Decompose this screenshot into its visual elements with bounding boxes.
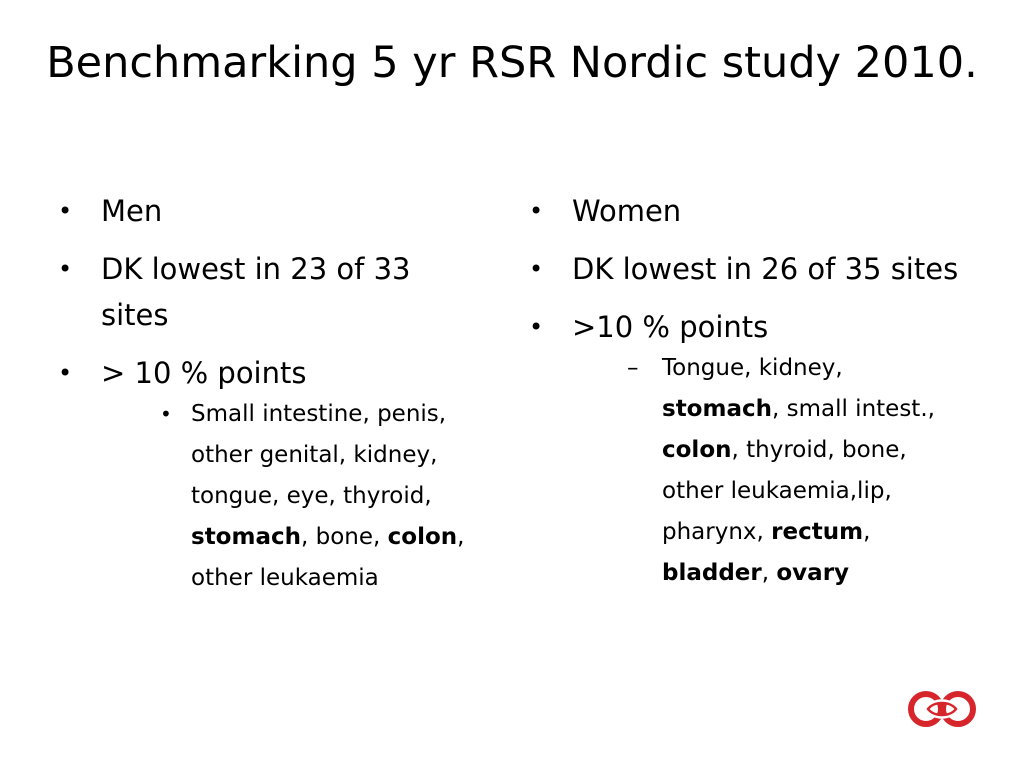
sub-item-bold: stomach <box>191 524 301 550</box>
sub-item-text: , <box>761 560 777 586</box>
sub-item-bold: stomach <box>662 396 772 422</box>
sub-item-bold: colon <box>662 437 732 463</box>
list-item <box>527 304 967 594</box>
sub-item-bold: colon <box>387 524 458 550</box>
sub-item-bold: ovary <box>776 560 850 586</box>
sub-item-text: , small intest., <box>771 396 935 422</box>
list-item-text: DK lowest in 26 of 35 sites <box>572 252 959 286</box>
list-item-text: >10 % points <box>572 310 769 344</box>
sub-list-item <box>572 348 967 594</box>
sub-item-bold: rectum <box>771 519 864 545</box>
sub-item-text: Tongue, kidney, <box>662 355 843 381</box>
sub-item-text: , thyroid, bone, other leukaemia,lip, pharynx, <box>662 437 907 545</box>
slide-title: Benchmarking 5 yr RSR Nordic study 2010. <box>46 38 978 88</box>
list-item <box>56 188 466 234</box>
list-item <box>527 246 967 292</box>
list-item-text: Women <box>572 194 682 228</box>
sub-list-item <box>101 394 466 599</box>
dash-icon: – <box>627 355 639 381</box>
list-item-text: > 10 % points <box>101 356 307 390</box>
bullet-icon: • <box>58 359 73 387</box>
left-bullet-list <box>56 188 466 599</box>
bullet-icon: • <box>58 197 73 225</box>
sub-item-text: Small intestine, penis, other genital, kidney, tongue, eye, thyroid, <box>191 401 447 509</box>
sub-item-text: , other leukaemia <box>191 524 465 591</box>
sub-list <box>101 394 466 599</box>
bullet-icon: • <box>160 402 172 426</box>
sub-item-text: , bone, <box>300 524 388 550</box>
bullet-icon: • <box>529 255 544 283</box>
list-item <box>56 246 466 338</box>
right-bullet-list <box>527 188 967 594</box>
list-item-text: Men <box>101 194 163 228</box>
sub-list <box>572 348 967 594</box>
sub-item-text: , <box>863 519 871 545</box>
list-item <box>56 350 466 599</box>
bullet-icon: • <box>58 255 73 283</box>
bullet-icon: • <box>529 313 544 341</box>
bullet-icon: • <box>529 197 544 225</box>
right-column <box>527 188 967 606</box>
sub-item-bold: bladder <box>662 560 762 586</box>
infinity-logo-icon <box>906 686 978 732</box>
list-item <box>527 188 967 234</box>
list-item-text: DK lowest in 23 of 33 sites <box>101 252 411 332</box>
left-column <box>56 188 466 611</box>
